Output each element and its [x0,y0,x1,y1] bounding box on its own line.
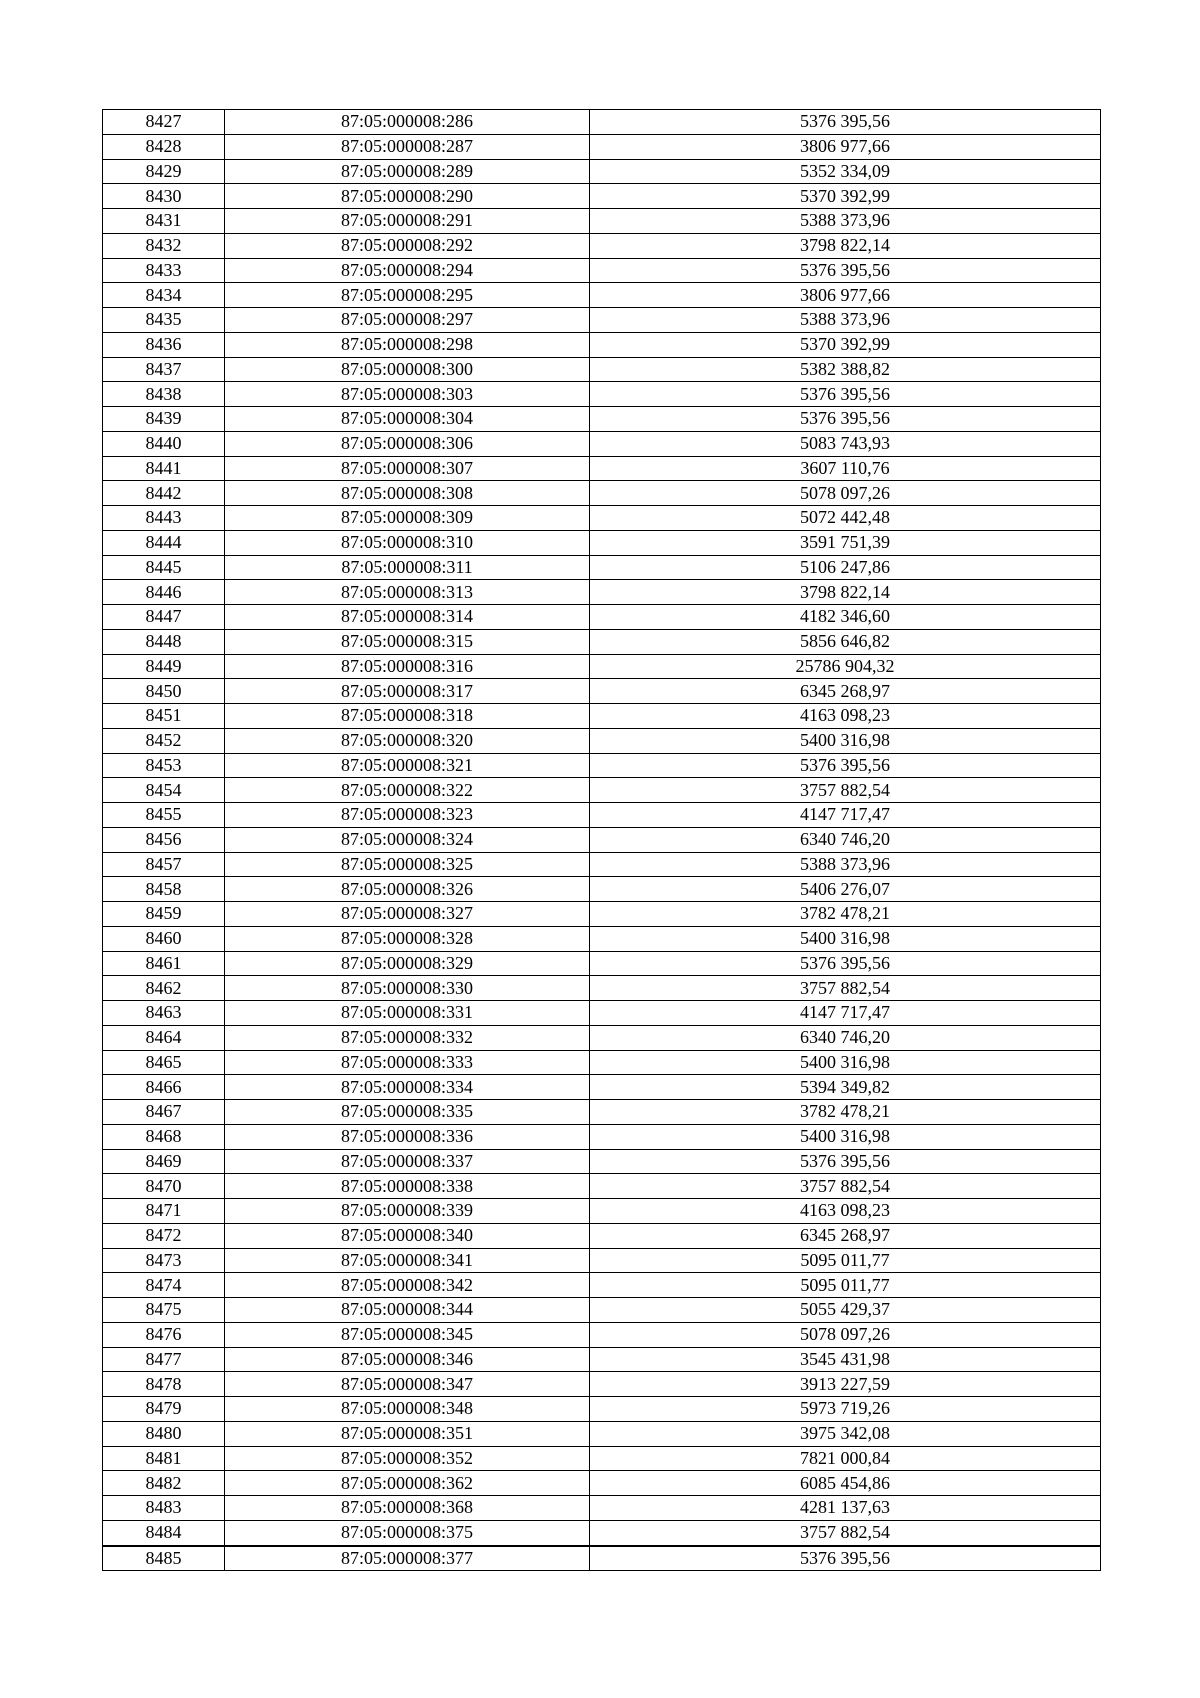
value-cell: 5376 395,56 [590,382,1101,407]
cadastral-number-cell: 87:05:000008:335 [225,1100,590,1125]
cadastral-number-cell: 87:05:000008:375 [225,1520,590,1545]
value-cell: 5856 646,82 [590,629,1101,654]
cadastral-number-cell: 87:05:000008:347 [225,1372,590,1397]
table-row [103,1471,1101,1496]
cadastral-number-cell: 87:05:000008:344 [225,1298,590,1323]
value-cell: 5376 395,56 [590,1546,1101,1571]
cadastral-number-cell: 87:05:000008:320 [225,728,590,753]
value-cell: 4163 098,23 [590,1199,1101,1224]
row-number-cell: 8436 [103,332,225,357]
cadastral-number-cell: 87:05:000008:338 [225,1174,590,1199]
table-row [103,877,1101,902]
row-number-cell: 8450 [103,679,225,704]
row-number-cell: 8435 [103,308,225,333]
value-cell: 3757 882,54 [590,1520,1101,1545]
table-row [103,827,1101,852]
row-number-cell: 8451 [103,704,225,729]
cadastral-number-cell: 87:05:000008:304 [225,407,590,432]
value-cell: 6345 268,97 [590,1223,1101,1248]
cadastral-number-cell: 87:05:000008:297 [225,308,590,333]
row-number-cell: 8474 [103,1273,225,1298]
table-row [103,258,1101,283]
row-number-cell: 8464 [103,1025,225,1050]
table-row [103,1025,1101,1050]
value-cell: 3806 977,66 [590,134,1101,159]
table-row [103,951,1101,976]
cadastral-number-cell: 87:05:000008:310 [225,530,590,555]
row-number-cell: 8462 [103,976,225,1001]
row-number-cell: 8437 [103,357,225,382]
row-number-cell: 8481 [103,1446,225,1471]
value-cell: 3757 882,54 [590,976,1101,1001]
table-row [103,1199,1101,1224]
table-row [103,506,1101,531]
table-row [103,1496,1101,1521]
value-cell: 5400 316,98 [590,1050,1101,1075]
value-cell: 3782 478,21 [590,902,1101,927]
table-row [103,1520,1101,1545]
row-number-cell: 8447 [103,605,225,630]
row-number-cell: 8480 [103,1421,225,1446]
row-number-cell: 8440 [103,431,225,456]
table-row [103,1322,1101,1347]
cadastral-number-cell: 87:05:000008:289 [225,159,590,184]
row-number-cell: 8432 [103,233,225,258]
table-row [103,629,1101,654]
value-cell: 5376 395,56 [590,407,1101,432]
value-cell: 5400 316,98 [590,926,1101,951]
row-number-cell: 8470 [103,1174,225,1199]
cadastral-number-cell: 87:05:000008:315 [225,629,590,654]
value-cell: 4147 717,47 [590,1001,1101,1026]
table-row [103,1124,1101,1149]
row-number-cell: 8444 [103,530,225,555]
cadastral-number-cell: 87:05:000008:334 [225,1075,590,1100]
table-row [103,1421,1101,1446]
cadastral-number-cell: 87:05:000008:342 [225,1273,590,1298]
row-number-cell: 8433 [103,258,225,283]
row-number-cell: 8427 [103,110,225,135]
row-number-cell: 8465 [103,1050,225,1075]
cadastral-number-cell: 87:05:000008:321 [225,753,590,778]
value-cell: 3798 822,14 [590,233,1101,258]
row-number-cell: 8466 [103,1075,225,1100]
row-number-cell: 8452 [103,728,225,753]
cadastral-number-cell: 87:05:000008:306 [225,431,590,456]
cadastral-number-cell: 87:05:000008:331 [225,1001,590,1026]
table-row [103,1273,1101,1298]
cadastral-number-cell: 87:05:000008:287 [225,134,590,159]
table-row [103,1174,1101,1199]
cadastral-number-cell: 87:05:000008:377 [225,1546,590,1571]
value-cell: 3798 822,14 [590,580,1101,605]
table-row [103,184,1101,209]
cadastral-number-cell: 87:05:000008:316 [225,654,590,679]
table-row [103,382,1101,407]
cadastral-number-cell: 87:05:000008:292 [225,233,590,258]
row-number-cell: 8442 [103,481,225,506]
value-cell: 5973 719,26 [590,1397,1101,1422]
row-number-cell: 8471 [103,1199,225,1224]
value-cell: 5376 395,56 [590,753,1101,778]
value-cell: 5072 442,48 [590,506,1101,531]
table-row [103,580,1101,605]
row-number-cell: 8449 [103,654,225,679]
cadastral-number-cell: 87:05:000008:340 [225,1223,590,1248]
table-row [103,1397,1101,1422]
table-row [103,209,1101,234]
row-number-cell: 8484 [103,1520,225,1545]
value-cell: 5394 349,82 [590,1075,1101,1100]
cadastral-number-cell: 87:05:000008:328 [225,926,590,951]
table-row [103,1223,1101,1248]
value-cell: 5406 276,07 [590,877,1101,902]
row-number-cell: 8479 [103,1397,225,1422]
table-row [103,1347,1101,1372]
cadastral-number-cell: 87:05:000008:345 [225,1322,590,1347]
table-row [103,233,1101,258]
value-cell: 5376 395,56 [590,1149,1101,1174]
table-body [103,110,1101,1571]
cadastral-number-cell: 87:05:000008:332 [225,1025,590,1050]
cadastral-number-cell: 87:05:000008:317 [225,679,590,704]
row-number-cell: 8434 [103,283,225,308]
table-row [103,431,1101,456]
table-row [103,1001,1101,1026]
table-row [103,555,1101,580]
table-row [103,530,1101,555]
value-cell: 3545 431,98 [590,1347,1101,1372]
value-cell: 5376 395,56 [590,258,1101,283]
value-cell: 25786 904,32 [590,654,1101,679]
value-cell: 5400 316,98 [590,1124,1101,1149]
table-row [103,976,1101,1001]
row-number-cell: 8458 [103,877,225,902]
row-number-cell: 8438 [103,382,225,407]
value-cell: 5376 395,56 [590,110,1101,135]
cadastral-number-cell: 87:05:000008:298 [225,332,590,357]
table-row [103,1372,1101,1397]
cadastral-number-cell: 87:05:000008:314 [225,605,590,630]
cadastral-number-cell: 87:05:000008:368 [225,1496,590,1521]
cadastral-number-cell: 87:05:000008:329 [225,951,590,976]
table-row [103,728,1101,753]
cadastral-number-cell: 87:05:000008:348 [225,1397,590,1422]
row-number-cell: 8430 [103,184,225,209]
table-row [103,159,1101,184]
value-cell: 5352 334,09 [590,159,1101,184]
value-cell: 4163 098,23 [590,704,1101,729]
table-row [103,803,1101,828]
cadastral-number-cell: 87:05:000008:286 [225,110,590,135]
table-row [103,357,1101,382]
table-row [103,332,1101,357]
value-cell: 5388 373,96 [590,209,1101,234]
cadastral-number-cell: 87:05:000008:313 [225,580,590,605]
row-number-cell: 8456 [103,827,225,852]
table-row [103,778,1101,803]
value-cell: 5095 011,77 [590,1273,1101,1298]
value-cell: 5370 392,99 [590,332,1101,357]
row-number-cell: 8443 [103,506,225,531]
value-cell: 3913 227,59 [590,1372,1101,1397]
row-number-cell: 8455 [103,803,225,828]
row-number-cell: 8482 [103,1471,225,1496]
cadastral-number-cell: 87:05:000008:352 [225,1446,590,1471]
cadastral-number-cell: 87:05:000008:323 [225,803,590,828]
cadastral-number-cell: 87:05:000008:291 [225,209,590,234]
table-row [103,753,1101,778]
row-number-cell: 8477 [103,1347,225,1372]
value-cell: 4147 717,47 [590,803,1101,828]
value-cell: 3757 882,54 [590,1174,1101,1199]
cadastral-number-cell: 87:05:000008:308 [225,481,590,506]
table-row [103,605,1101,630]
row-number-cell: 8454 [103,778,225,803]
table-row [103,456,1101,481]
table-row [103,1248,1101,1273]
value-cell: 4182 346,60 [590,605,1101,630]
row-number-cell: 8473 [103,1248,225,1273]
table-row [103,407,1101,432]
value-cell: 6085 454,86 [590,1471,1101,1496]
table-row [103,1298,1101,1323]
row-number-cell: 8453 [103,753,225,778]
cadastral-number-cell: 87:05:000008:309 [225,506,590,531]
table-row [103,852,1101,877]
cadastral-number-cell: 87:05:000008:311 [225,555,590,580]
value-cell: 5083 743,93 [590,431,1101,456]
cadastral-number-cell: 87:05:000008:325 [225,852,590,877]
value-cell: 5376 395,56 [590,951,1101,976]
table-row [103,1149,1101,1174]
table-row [103,654,1101,679]
table-row [103,308,1101,333]
value-cell: 3806 977,66 [590,283,1101,308]
value-cell: 7821 000,84 [590,1446,1101,1471]
cadastral-number-cell: 87:05:000008:333 [225,1050,590,1075]
value-cell: 3782 478,21 [590,1100,1101,1125]
table-row [103,1075,1101,1100]
value-cell: 5388 373,96 [590,852,1101,877]
row-number-cell: 8468 [103,1124,225,1149]
row-number-cell: 8457 [103,852,225,877]
table-row [103,1050,1101,1075]
value-cell: 5382 388,82 [590,357,1101,382]
value-cell: 3757 882,54 [590,778,1101,803]
cadastral-number-cell: 87:05:000008:330 [225,976,590,1001]
value-cell: 5095 011,77 [590,1248,1101,1273]
table-row [103,679,1101,704]
cadastral-number-cell: 87:05:000008:346 [225,1347,590,1372]
row-number-cell: 8445 [103,555,225,580]
table-row [103,134,1101,159]
row-number-cell: 8469 [103,1149,225,1174]
row-number-cell: 8485 [103,1546,225,1571]
row-number-cell: 8478 [103,1372,225,1397]
value-cell: 3607 110,76 [590,456,1101,481]
row-number-cell: 8472 [103,1223,225,1248]
row-number-cell: 8460 [103,926,225,951]
value-cell: 5370 392,99 [590,184,1101,209]
cadastral-number-cell: 87:05:000008:362 [225,1471,590,1496]
table-row [103,1446,1101,1471]
table-row [103,926,1101,951]
row-number-cell: 8463 [103,1001,225,1026]
cadastral-number-cell: 87:05:000008:327 [225,902,590,927]
table-row [103,283,1101,308]
row-number-cell: 8475 [103,1298,225,1323]
cadastral-number-cell: 87:05:000008:339 [225,1199,590,1224]
cadastral-number-cell: 87:05:000008:351 [225,1421,590,1446]
cadastral-number-cell: 87:05:000008:300 [225,357,590,382]
cadastral-number-cell: 87:05:000008:336 [225,1124,590,1149]
row-number-cell: 8429 [103,159,225,184]
cadastral-number-cell: 87:05:000008:324 [225,827,590,852]
value-cell: 3591 751,39 [590,530,1101,555]
cadastral-number-cell: 87:05:000008:326 [225,877,590,902]
value-cell: 4281 137,63 [590,1496,1101,1521]
table-row [103,1546,1101,1571]
cadastral-number-cell: 87:05:000008:341 [225,1248,590,1273]
value-cell: 6345 268,97 [590,679,1101,704]
value-cell: 5078 097,26 [590,481,1101,506]
cadastral-value-table [102,109,1101,1571]
table-row [103,110,1101,135]
value-cell: 6340 746,20 [590,1025,1101,1050]
cadastral-number-cell: 87:05:000008:290 [225,184,590,209]
row-number-cell: 8461 [103,951,225,976]
row-number-cell: 8467 [103,1100,225,1125]
cadastral-number-cell: 87:05:000008:307 [225,456,590,481]
cadastral-number-cell: 87:05:000008:322 [225,778,590,803]
cadastral-number-cell: 87:05:000008:295 [225,283,590,308]
cadastral-number-cell: 87:05:000008:318 [225,704,590,729]
table-row [103,704,1101,729]
row-number-cell: 8431 [103,209,225,234]
row-number-cell: 8446 [103,580,225,605]
value-cell: 5055 429,37 [590,1298,1101,1323]
row-number-cell: 8428 [103,134,225,159]
value-cell: 5400 316,98 [590,728,1101,753]
cadastral-number-cell: 87:05:000008:294 [225,258,590,283]
value-cell: 6340 746,20 [590,827,1101,852]
value-cell: 3975 342,08 [590,1421,1101,1446]
table-row [103,481,1101,506]
value-cell: 5106 247,86 [590,555,1101,580]
row-number-cell: 8448 [103,629,225,654]
row-number-cell: 8459 [103,902,225,927]
cadastral-number-cell: 87:05:000008:337 [225,1149,590,1174]
value-cell: 5388 373,96 [590,308,1101,333]
value-cell: 5078 097,26 [590,1322,1101,1347]
row-number-cell: 8439 [103,407,225,432]
row-number-cell: 8441 [103,456,225,481]
cadastral-number-cell: 87:05:000008:303 [225,382,590,407]
row-number-cell: 8483 [103,1496,225,1521]
row-number-cell: 8476 [103,1322,225,1347]
table-row [103,902,1101,927]
table-row [103,1100,1101,1125]
